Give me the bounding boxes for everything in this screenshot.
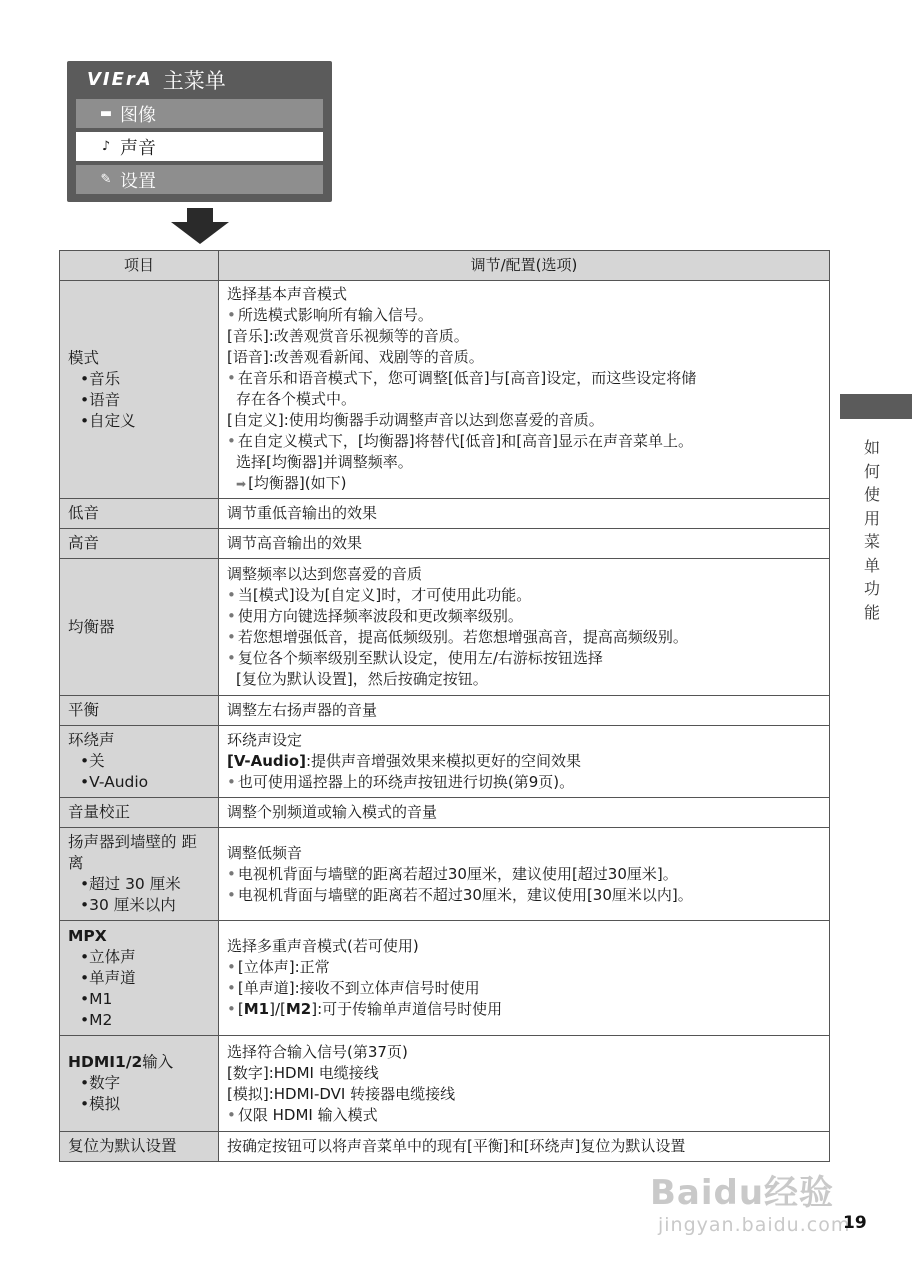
desc-line: • 复位各个频率级别至默认设定，使用左/右游标按钮选择 bbox=[227, 648, 821, 669]
desc-line bbox=[227, 999, 821, 1020]
desc-text: ]/[ bbox=[269, 1000, 286, 1018]
row-description bbox=[219, 726, 830, 798]
row-label: 低音 bbox=[60, 499, 219, 529]
desc-line: • [立体声]:正常 bbox=[227, 957, 821, 978]
table-row-speaker-distance bbox=[60, 828, 830, 921]
option: •模拟 bbox=[80, 1095, 121, 1113]
row-description: 按确定按钮可以将声音菜单中的现有[平衡]和[环绕声]复位为默认设置 bbox=[219, 1132, 830, 1162]
menu-item-picture[interactable] bbox=[76, 99, 323, 128]
bold-term: M2 bbox=[285, 1000, 312, 1018]
option: •V-Audio bbox=[80, 773, 149, 791]
option: •M2 bbox=[80, 1010, 113, 1029]
picture-icon: ▬ bbox=[99, 106, 113, 121]
desc-text: 输入 bbox=[142, 1053, 174, 1071]
desc-line: 选择符合输入信号(第37页) bbox=[227, 1042, 408, 1061]
desc-line: • 也可使用遥控器上的环绕声按钮进行切换(第9页)。 bbox=[227, 772, 821, 793]
menu-item-label: 图像 bbox=[120, 104, 156, 126]
item-name: 距离 bbox=[68, 833, 197, 872]
desc-line: • 在音乐和语音模式下，您可调整[低音]与[高音]设定，而这些设定将储 bbox=[227, 368, 821, 389]
desc-line: ➡ [均衡器](如下) bbox=[227, 473, 821, 495]
desc-line: • 使用方向键选择频率波段和更改频率级别。 bbox=[227, 606, 821, 627]
page-number: 19 bbox=[843, 1213, 867, 1233]
table-row-surround bbox=[60, 726, 830, 798]
desc-line: • 电视机背面与墙壁的距离若超过30厘米，建议使用[超过30厘米]。 bbox=[227, 864, 821, 885]
menu-title: 主菜单 bbox=[162, 68, 226, 93]
down-arrow-icon bbox=[171, 208, 229, 244]
row-description: 调整左右扬声器的音量 bbox=[219, 696, 830, 726]
option: •超过 30 厘米 bbox=[80, 875, 181, 893]
baidu-watermark bbox=[650, 1165, 850, 1236]
row-label bbox=[60, 726, 219, 798]
desc-text: :提供声音增强效果来模拟更好的空间效果 bbox=[305, 752, 581, 770]
table-row-equalizer bbox=[60, 559, 830, 696]
row-description bbox=[219, 281, 830, 499]
desc-line: [自定义]:使用均衡器手动调整声音以达到您喜爱的音质。 bbox=[227, 411, 604, 429]
desc-line: [复位为默认设置]，然后按确定按钮。 bbox=[236, 670, 488, 688]
row-label: 均衡器 bbox=[60, 559, 219, 696]
menu-item-setup[interactable] bbox=[76, 165, 323, 194]
item-name: 扬声器到墙壁的 bbox=[68, 833, 177, 851]
chapter-tab bbox=[840, 394, 912, 419]
option: •音乐 bbox=[80, 369, 121, 388]
item-name bbox=[68, 1053, 173, 1071]
item-name: MPX bbox=[68, 926, 107, 945]
table-row-hdmi bbox=[60, 1036, 830, 1132]
table-row-bass bbox=[60, 499, 830, 529]
desc-line: 存在各个模式中。 bbox=[236, 390, 357, 408]
table-row-mpx bbox=[60, 921, 830, 1036]
desc-line: • 在自定义模式下，[均衡器]将替代[低音]和[高音]显示在声音菜单上。 bbox=[227, 431, 821, 452]
watermark-url: jingyan.baidu.com bbox=[658, 1214, 851, 1236]
desc-line: 调整低频音 bbox=[227, 843, 303, 862]
sound-settings-table bbox=[59, 250, 830, 1162]
row-description bbox=[219, 1036, 830, 1132]
menu-item-sound[interactable] bbox=[76, 132, 323, 161]
desc-line bbox=[227, 751, 821, 772]
bold-term: M1 bbox=[243, 1000, 270, 1018]
row-label: 高音 bbox=[60, 529, 219, 559]
option: •30 厘米以内 bbox=[80, 896, 176, 914]
desc-line: [数字]:HDMI 电缆接线 bbox=[227, 1063, 379, 1082]
row-label: 复位为默认设置 bbox=[60, 1132, 219, 1162]
option: •关 bbox=[80, 752, 105, 770]
desc-text: ]:可于传输单声道信号时使用 bbox=[311, 1000, 503, 1018]
wrench-icon: ✎ bbox=[100, 172, 112, 187]
row-description bbox=[219, 921, 830, 1036]
row-label bbox=[60, 921, 219, 1036]
menu-item-label: 声音 bbox=[120, 137, 156, 159]
menu-header bbox=[67, 61, 332, 98]
row-label: 音量校正 bbox=[60, 798, 219, 828]
chapter-label: 如何使用菜单功能 bbox=[864, 438, 881, 622]
desc-line: 选择基本声音模式 bbox=[227, 285, 348, 303]
row-label bbox=[60, 281, 219, 499]
desc-line: • 仅限 HDMI 输入模式 bbox=[227, 1105, 821, 1126]
table-row-reset bbox=[60, 1132, 830, 1162]
row-description: 调节重低音输出的效果 bbox=[219, 499, 830, 529]
table-row-mode bbox=[60, 281, 830, 499]
desc-line: • 当[模式]设为[自定义]时，才可使用此功能。 bbox=[227, 585, 821, 606]
row-description bbox=[219, 828, 830, 921]
desc-line: • [单声道]:接收不到立体声信号时使用 bbox=[227, 978, 821, 999]
row-label bbox=[60, 1036, 219, 1132]
bold-term: [V-Audio] bbox=[227, 752, 306, 770]
table-row-balance bbox=[60, 696, 830, 726]
option: •立体声 bbox=[80, 947, 136, 966]
music-note-icon: ♪ bbox=[101, 139, 111, 154]
row-label: 平衡 bbox=[60, 696, 219, 726]
row-description: 调节高音输出的效果 bbox=[219, 529, 830, 559]
desc-line: [音乐]:改善观赏音乐视频等的音质。 bbox=[227, 327, 469, 345]
item-name: 环绕声 bbox=[68, 731, 115, 749]
watermark-logo-text: Baidu经验 bbox=[650, 1173, 835, 1213]
option: •自定义 bbox=[80, 411, 136, 430]
bold-term: HDMI1/2 bbox=[68, 1053, 143, 1071]
desc-line: 选择[均衡器]并调整频率。 bbox=[236, 453, 413, 471]
desc-line: [模拟]:HDMI-DVI 转接器电缆接线 bbox=[227, 1084, 456, 1103]
desc-line: 选择多重声音模式(若可使用) bbox=[227, 937, 419, 955]
table-header-row bbox=[60, 251, 830, 281]
option: •语音 bbox=[80, 390, 121, 409]
desc-line: • 若您想增强低音，提高低频级别。若您想增强高音，提高高频级别。 bbox=[227, 627, 821, 648]
desc-line: • 电视机背面与墙壁的距离若不超过30厘米，建议使用[30厘米以内]。 bbox=[227, 885, 821, 906]
option: •M1 bbox=[80, 989, 113, 1008]
row-label bbox=[60, 828, 219, 921]
table-row-volume-correction bbox=[60, 798, 830, 828]
desc-line: [语音]:改善观看新闻、戏剧等的音质。 bbox=[227, 348, 484, 366]
item-name: 模式 bbox=[68, 348, 100, 367]
column-header-item: 项目 bbox=[60, 251, 219, 281]
table-row-treble bbox=[60, 529, 830, 559]
main-menu-panel bbox=[67, 61, 332, 202]
menu-item-label: 设置 bbox=[120, 170, 156, 192]
option: •数字 bbox=[80, 1074, 121, 1092]
desc-line: 调整频率以达到您喜爱的音质 bbox=[227, 565, 423, 583]
desc-line: • 所选模式影响所有输入信号。 bbox=[227, 305, 821, 326]
row-description bbox=[219, 559, 830, 696]
desc-line: 环绕声设定 bbox=[227, 731, 303, 749]
option: •单声道 bbox=[80, 968, 136, 987]
viera-logo: VIErA bbox=[87, 69, 153, 90]
desc-text: [ bbox=[237, 1000, 244, 1018]
row-description: 调整个别频道或输入模式的音量 bbox=[219, 798, 830, 828]
column-header-adjust: 调节/配置(选项) bbox=[219, 251, 830, 281]
